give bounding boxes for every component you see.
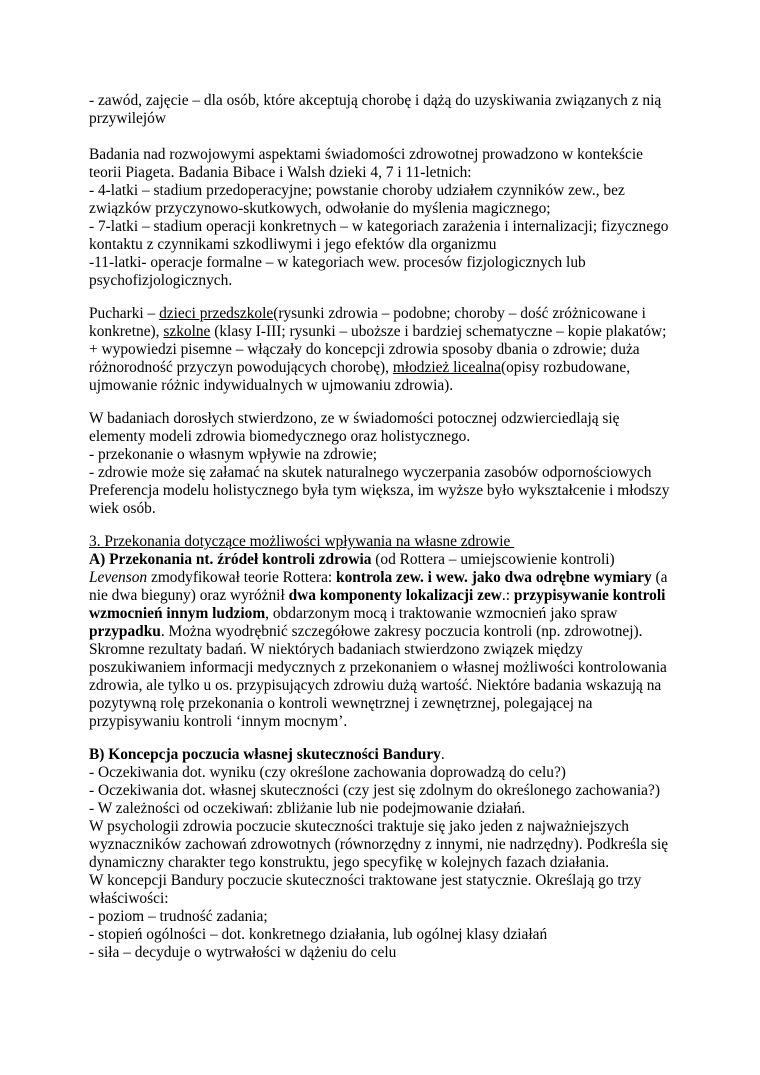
text-line: kontaktu z czynnikami szkodliwymi i jego efektów dla organizmu — [89, 236, 497, 253]
text-line — [89, 587, 665, 605]
subsection-heading: B) Koncepcja poczucia własnej skuteczności Bandury — [89, 746, 441, 763]
text-line: - 4-latki – stadium przedoperacyjne; powstanie choroby udziałem czynników zew., bez — [89, 182, 625, 199]
text-line: wyznaczników zachowań zdrowotnych (równorzędny z innymi, nie nadrzędny). Podkreśla się — [89, 836, 669, 853]
text-line: pozytywną rolę przekonania o kontroli wewnętrznej i zewnętrznej, polegającej na — [89, 695, 593, 712]
text-line — [89, 623, 643, 641]
text-run: nie dwa bieguny) oraz wyróżnił — [89, 587, 289, 604]
text-line — [89, 569, 668, 587]
text-line: psychofizjologicznych. — [89, 272, 233, 289]
text-run: (opisy rozbudowane, — [500, 359, 631, 376]
text-line: ujmowanie różnic indywidualnych w ujmowaniu zdrowia). — [89, 377, 454, 394]
text-run: , obdarzonym mocą i traktowanie wzmocnień jako spraw — [265, 605, 618, 622]
text-run: (a — [651, 569, 668, 586]
text-line: - zawód, zajęcie – dla osób, które akceptują chorobę i dążą do uzyskiwania związanych z nią — [89, 92, 662, 109]
subsection-heading: A) Przekonania nt. źródeł kontroli zdrowia — [89, 551, 372, 568]
bold-term: przypisywanie kontroli — [513, 587, 666, 604]
section-heading: 3. Przekonania dotyczące możliwości wpływania na własne zdrowie — [89, 533, 515, 550]
bold-term: przypadku — [89, 623, 161, 640]
underlined-term: dzieci przedszkole — [159, 305, 274, 322]
author-name: Levenson — [89, 569, 148, 586]
text-run: (rysunki zdrowia – podobne; choroby – dość zróżnicowane i — [273, 305, 646, 322]
text-run: różnorodność przyczyn powodujących chorobę), — [89, 359, 393, 376]
text-line: W psychologii zdrowia poczucie skuteczności traktuje się jako jeden z najważniejszych — [89, 818, 629, 835]
text-line: elementy modeli zdrowia biomedycznego oraz holistycznego. — [89, 428, 471, 445]
text-line: przypisywaniu kontroli ‘innym mocnym’. — [89, 713, 348, 730]
text-line — [89, 551, 615, 569]
text-line: zdrowia, ale tylko u os. przypisujących zdrowiu dużą wartość. Niektóre badania wskazują na — [89, 677, 662, 694]
text-line: właściwości: — [89, 890, 169, 907]
text-line: - Oczekiwania dot. własnej skuteczności (czy jest się zdolnym do określonego zachowania?) — [89, 782, 660, 799]
text-line: - 7-latki – stadium operacji konkretnych – w kategoriach zarażenia i internalizacji; fizycznego — [89, 218, 669, 235]
text-line: wiek osób. — [89, 500, 156, 517]
text-line — [89, 359, 630, 377]
bold-term: kontrola zew. i wew. jako dwa odrębne wymiary — [336, 569, 652, 586]
text-line: - zdrowie może się załamać na skutek naturalnego wyczerpania zasobów odpornościowych — [89, 464, 652, 481]
text-line: - Oczekiwania dot. wyniku (czy określone zachowania doprowadzą do celu?) — [89, 764, 566, 781]
text-line: przywilejów — [89, 110, 166, 127]
underlined-term: szkolne — [163, 323, 211, 340]
text-run: .: — [501, 587, 514, 604]
underlined-term: młodzież licealna — [392, 359, 501, 376]
text-run: konkretne), — [89, 323, 164, 340]
text-line: - przekonanie o własnym wpływie na zdrowie; — [89, 446, 378, 463]
bold-term: wzmocnień innym ludziom — [89, 605, 266, 622]
text-line: + wypowiedzi pisemne – włączały do koncepcji zdrowia sposoby dbania o zdrowie; duża — [89, 341, 640, 358]
text-line — [89, 305, 646, 323]
text-line: Skromne rezultaty badań. W niektórych badaniach stwierdzono związek między — [89, 641, 583, 658]
text-line: teorii Piageta. Badania Bibace i Walsh dzieki 4, 7 i 11-letnich: — [89, 164, 472, 181]
text-run: . Można wyodrębnić szczegółowe zakresy poczucia kontroli (np. zdrowotnej). — [160, 623, 643, 640]
text-line — [89, 605, 617, 623]
text-line — [89, 746, 445, 764]
text-line: związków przyczynowo-skutkowych, odwołanie do myślenia magicznego; — [89, 200, 551, 217]
text-line: W koncepcji Bandury poczucie skuteczności traktowane jest statycznie. Określają go trzy — [89, 872, 642, 889]
text-line: W badaniach dorosłych stwierdzono, ze w świadomości potocznej odzwierciedlają się — [89, 410, 620, 427]
text-line: - siła – decyduje o wytrwałości w dążeniu do celu — [89, 944, 397, 961]
text-line — [89, 323, 666, 341]
text-line: -11-latki- operacje formalne – w kategoriach wew. procesów fizjologicznych lub — [89, 254, 586, 271]
text-line: - W zależności od oczekiwań: zbliżanie lub nie podejmowanie działań. — [89, 800, 526, 817]
text-line: dynamiczny charakter tego konstruktu, jego specyfikę w kolejnych fazach działania. — [89, 854, 610, 871]
text-run: Pucharki – — [89, 305, 160, 322]
bold-term: dwa komponenty lokalizacji zew — [288, 587, 502, 604]
text-run: (klasy I-III; rysunki – uboższe i bardziej schematyczne – kopie plakatów; — [210, 323, 667, 340]
text-run: (od Rottera – umiejscowienie kontroli) — [371, 551, 615, 568]
text-line: Badania nad rozwojowymi aspektami świadomości zdrowotnej prowadzono w kontekście — [89, 146, 643, 163]
text-line: poszukiwaniem informacji medycznych z przekonaniem o własnej możliwości kontrolowania — [89, 659, 667, 676]
text-run: . — [440, 746, 445, 763]
text-line: Preferencja modelu holistycznego była tym większa, im wyższe było wykształcenie i młodszy — [89, 482, 670, 499]
text-line: - poziom – trudność zadania; — [89, 908, 268, 925]
text-run: zmodyfikował teorie Rottera: — [147, 569, 337, 586]
text-line: - stopień ogólności – dot. konkretnego działania, lub ogólnej klasy działań — [89, 926, 548, 943]
